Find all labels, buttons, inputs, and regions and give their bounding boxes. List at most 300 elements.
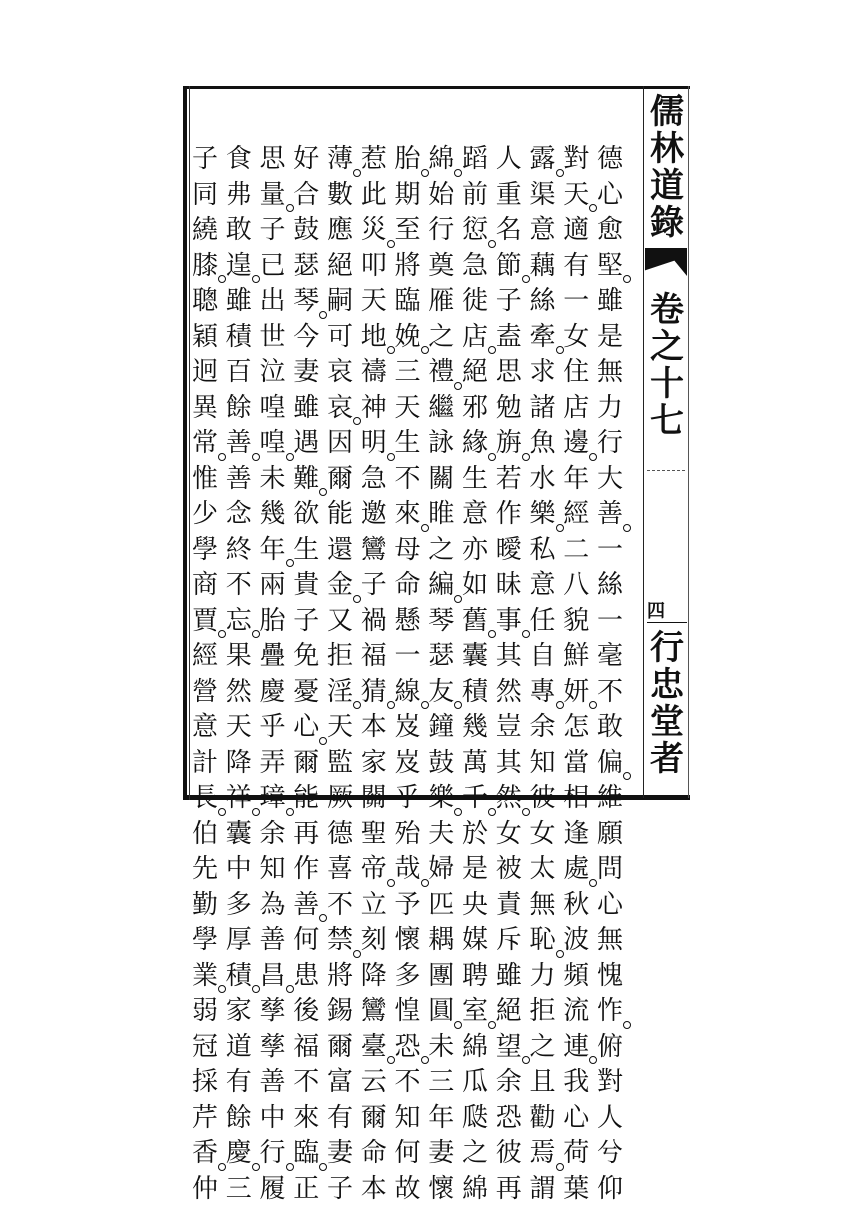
- character: 先: [188, 852, 222, 888]
- character: 鐘: [424, 710, 458, 746]
- character: 錫: [323, 994, 357, 1030]
- publisher-label: 行 忠 堂 者: [647, 628, 687, 776]
- text-column: [391, 142, 425, 792]
- character: 天: [323, 710, 357, 746]
- character: 焉: [526, 1136, 560, 1172]
- character: 一: [559, 284, 593, 320]
- character: 之: [458, 1136, 492, 1172]
- character: 厥: [323, 781, 357, 817]
- character: 專: [526, 675, 560, 711]
- character: 其: [492, 746, 526, 782]
- character: 伯: [188, 817, 222, 853]
- character: 臺: [357, 1030, 391, 1066]
- character: 奠: [424, 249, 458, 285]
- character: 一: [593, 604, 627, 640]
- character: 力: [593, 391, 627, 427]
- character: 降: [222, 746, 256, 782]
- character: 一: [593, 533, 627, 569]
- character: 仰: [593, 1172, 627, 1207]
- character: 應: [323, 213, 357, 249]
- character: 耦: [424, 923, 458, 959]
- character: 今: [289, 320, 323, 356]
- character: 生: [289, 533, 323, 569]
- punctuation-circle: [556, 1163, 564, 1171]
- character: 心: [593, 178, 627, 214]
- character: 拒: [526, 994, 560, 1030]
- punctuation-circle: [488, 808, 496, 816]
- punctuation-circle: [218, 275, 226, 283]
- character: 荷: [559, 1136, 593, 1172]
- character: 金: [323, 568, 357, 604]
- character: 難: [289, 462, 323, 498]
- character: 私: [526, 533, 560, 569]
- punctuation-circle: [454, 1021, 462, 1029]
- character: 期: [391, 178, 425, 214]
- character: 琴: [424, 604, 458, 640]
- character: 富: [323, 1065, 357, 1101]
- character: 善: [222, 462, 256, 498]
- character: 子: [323, 1172, 357, 1207]
- character: 德: [593, 142, 627, 178]
- character: 俯: [593, 1030, 627, 1066]
- margin-dashed-rule: [647, 470, 685, 471]
- character: 適: [559, 213, 593, 249]
- fishtail-mark: [645, 248, 687, 276]
- character: 急: [458, 249, 492, 285]
- character: 昌: [256, 959, 290, 995]
- character: 勤: [188, 888, 222, 924]
- character: 八: [559, 568, 593, 604]
- character: 節: [492, 249, 526, 285]
- punctuation-circle: [556, 950, 564, 958]
- character: 千: [458, 781, 492, 817]
- character: 思: [256, 142, 290, 178]
- character: 毫: [593, 639, 627, 675]
- character: 哀: [323, 391, 357, 427]
- character: 災: [357, 213, 391, 249]
- punctuation-circle: [522, 453, 530, 461]
- character: 若: [492, 462, 526, 498]
- character: 家: [357, 746, 391, 782]
- character: 至: [391, 213, 425, 249]
- character: 故: [391, 1172, 425, 1207]
- book-title: 儒 林 道 錄: [647, 92, 687, 240]
- character: 敢: [222, 213, 256, 249]
- character: 果: [222, 639, 256, 675]
- character: 妻: [424, 1136, 458, 1172]
- character: 德: [323, 817, 357, 853]
- punctuation-circle: [623, 772, 631, 780]
- character: 喤: [256, 391, 290, 427]
- punctuation-circle: [319, 311, 327, 319]
- character: 不: [593, 675, 627, 711]
- character: 母: [391, 533, 425, 569]
- character: 地: [357, 320, 391, 356]
- character: 自: [526, 639, 560, 675]
- character: 好: [289, 142, 323, 178]
- character: 兩: [256, 568, 290, 604]
- character: 願: [593, 817, 627, 853]
- character: 喜: [323, 852, 357, 888]
- character: 娩: [391, 320, 425, 356]
- text-column: [492, 142, 526, 792]
- character: 謂: [526, 1172, 560, 1207]
- character: 友: [424, 675, 458, 711]
- character: 生: [391, 426, 425, 462]
- punctuation-circle: [218, 985, 226, 993]
- character: 絲: [526, 284, 560, 320]
- character: 香: [188, 1136, 222, 1172]
- character: 流: [559, 994, 593, 1030]
- character: 諸: [526, 391, 560, 427]
- character: 有: [222, 1065, 256, 1101]
- character: 商: [188, 568, 222, 604]
- character: 作: [492, 497, 526, 533]
- character: 猜: [357, 675, 391, 711]
- character: 子: [357, 568, 391, 604]
- character: 薄: [323, 142, 357, 178]
- character: 葉: [559, 1172, 593, 1207]
- character: 我: [559, 1065, 593, 1101]
- character: 異: [188, 391, 222, 427]
- character: 行: [256, 1136, 290, 1172]
- character: 鼓: [424, 746, 458, 782]
- character: 胎: [256, 604, 290, 640]
- character: 聘: [458, 959, 492, 995]
- character: 知: [391, 1101, 425, 1137]
- character: 量: [256, 178, 290, 214]
- character: 繞: [188, 213, 222, 249]
- character: 邀: [357, 497, 391, 533]
- character: 邪: [458, 391, 492, 427]
- character: 然: [492, 675, 526, 711]
- character: 牽: [526, 320, 560, 356]
- character: 後: [289, 994, 323, 1030]
- character: 予: [391, 888, 425, 924]
- character: 知: [526, 746, 560, 782]
- character: 長: [188, 781, 222, 817]
- punctuation-circle: [218, 1163, 226, 1171]
- character: 惶: [391, 994, 425, 1030]
- character: 年: [559, 462, 593, 498]
- character: 關: [424, 462, 458, 498]
- character: 學: [188, 923, 222, 959]
- punctuation-circle: [488, 346, 496, 354]
- character: 再: [289, 817, 323, 853]
- character: 餘: [222, 1101, 256, 1137]
- character: 如: [458, 568, 492, 604]
- punctuation-circle: [556, 701, 564, 709]
- character: 詠: [424, 426, 458, 462]
- punctuation-circle: [556, 346, 564, 354]
- character: 逢: [559, 817, 593, 853]
- punctuation-circle: [286, 559, 294, 567]
- punctuation-circle: [353, 950, 361, 958]
- character: 中: [222, 852, 256, 888]
- character: 少: [188, 497, 222, 533]
- character: 為: [256, 888, 290, 924]
- character: 店: [458, 320, 492, 356]
- character: 餘: [222, 391, 256, 427]
- character: 中: [256, 1101, 290, 1137]
- text-column: [188, 142, 222, 792]
- punctuation-circle: [589, 879, 597, 887]
- character: 瓜: [458, 1065, 492, 1101]
- character: 曖: [492, 533, 526, 569]
- character: 團: [424, 959, 458, 995]
- character: 幾: [256, 497, 290, 533]
- character: 魚: [526, 426, 560, 462]
- character: 鼓: [289, 213, 323, 249]
- character: 相: [559, 781, 593, 817]
- punctuation-circle: [488, 630, 496, 638]
- character: 不: [289, 1065, 323, 1101]
- character: 維: [593, 781, 627, 817]
- character: 豈: [492, 710, 526, 746]
- punctuation-circle: [387, 1056, 395, 1064]
- character: 賈: [188, 604, 222, 640]
- character: 出: [256, 284, 290, 320]
- punctuation-circle: [286, 1163, 294, 1171]
- punctuation-circle: [522, 808, 530, 816]
- character: 昧: [492, 568, 526, 604]
- character: 秋: [559, 888, 593, 924]
- character: 緣: [458, 426, 492, 462]
- character: 經: [559, 497, 593, 533]
- character: 拒: [323, 639, 357, 675]
- punctuation-circle: [319, 737, 327, 745]
- character: 璋: [256, 781, 290, 817]
- character: 將: [323, 959, 357, 995]
- character: 還: [323, 533, 357, 569]
- punctuation-circle: [218, 630, 226, 638]
- punctuation-circle: [252, 453, 260, 461]
- character: 懸: [391, 604, 425, 640]
- page-frame-left: [183, 86, 187, 800]
- character: 命: [357, 1136, 391, 1172]
- punctuation-circle: [252, 1163, 260, 1171]
- punctuation-circle: [454, 595, 462, 603]
- punctuation-circle: [623, 275, 631, 283]
- character: 余: [526, 710, 560, 746]
- character: 穎: [188, 320, 222, 356]
- character: 採: [188, 1065, 222, 1101]
- character: 刻: [357, 923, 391, 959]
- character: 水: [526, 462, 560, 498]
- character: 兮: [593, 1136, 627, 1172]
- character: 天: [559, 178, 593, 214]
- character: 食: [222, 142, 256, 178]
- character: 來: [391, 497, 425, 533]
- character: 經: [188, 639, 222, 675]
- character: 名: [492, 213, 526, 249]
- character: 喤: [256, 426, 290, 462]
- character: 孳: [256, 994, 290, 1030]
- character: 有: [323, 1101, 357, 1137]
- character: 善: [289, 888, 323, 924]
- character: 線: [391, 675, 425, 711]
- character: 弄: [256, 746, 290, 782]
- punctuation-circle: [286, 453, 294, 461]
- character: 營: [188, 675, 222, 711]
- punctuation-circle: [353, 701, 361, 709]
- character: 懷: [424, 1172, 458, 1207]
- character: 數: [323, 178, 357, 214]
- character: 是: [458, 852, 492, 888]
- character: 已: [256, 249, 290, 285]
- page-frame-right: [688, 86, 689, 798]
- character: 囊: [458, 639, 492, 675]
- character: 不: [323, 888, 357, 924]
- character: 盍: [492, 320, 526, 356]
- character: 臨: [289, 1136, 323, 1172]
- character: 行: [593, 426, 627, 462]
- character: 無: [593, 355, 627, 391]
- character: 頻: [559, 959, 593, 995]
- character: 當: [559, 746, 593, 782]
- character: 命: [391, 568, 425, 604]
- character: 絕: [492, 994, 526, 1030]
- punctuation-circle: [252, 985, 260, 993]
- character: 祥: [222, 781, 256, 817]
- character: 樂: [424, 781, 458, 817]
- character: 萬: [458, 746, 492, 782]
- text-column: [593, 142, 627, 792]
- character: 岌: [391, 710, 425, 746]
- character: 遑: [222, 249, 256, 285]
- character: 不: [222, 568, 256, 604]
- margin-divider: [643, 86, 644, 798]
- character: 大: [593, 462, 627, 498]
- character: 爾: [323, 462, 357, 498]
- character: 懷: [391, 923, 425, 959]
- character: 樂: [526, 497, 560, 533]
- character: 於: [458, 817, 492, 853]
- punctuation-circle: [488, 453, 496, 461]
- character: 貴: [289, 568, 323, 604]
- character: 積: [222, 320, 256, 356]
- text-column: [559, 142, 593, 792]
- character: 禁: [323, 923, 357, 959]
- character: 世: [256, 320, 290, 356]
- character: 膝: [188, 249, 222, 285]
- punctuation-circle: [623, 1021, 631, 1029]
- character: 能: [289, 781, 323, 817]
- character: 二: [559, 533, 593, 569]
- character: 福: [289, 1030, 323, 1066]
- character: 貌: [559, 604, 593, 640]
- character: 監: [323, 746, 357, 782]
- character: 斥: [492, 923, 526, 959]
- character: 孳: [256, 1030, 290, 1066]
- character: 女: [492, 817, 526, 853]
- character: 鸞: [357, 994, 391, 1030]
- character: 徙: [458, 284, 492, 320]
- character: 望: [492, 1030, 526, 1066]
- character: 積: [458, 675, 492, 711]
- character: 然: [492, 781, 526, 817]
- character: 雁: [424, 284, 458, 320]
- character: 三: [222, 1172, 256, 1207]
- character: 不: [391, 1065, 425, 1101]
- character: 作: [289, 852, 323, 888]
- character: 旃: [492, 426, 526, 462]
- punctuation-circle: [454, 808, 462, 816]
- punctuation-circle: [421, 1056, 429, 1064]
- character: 合: [289, 178, 323, 214]
- text-column: [289, 142, 323, 792]
- punctuation-circle: [454, 169, 462, 177]
- punctuation-circle: [353, 169, 361, 177]
- character: 責: [492, 888, 526, 924]
- character: 聰: [188, 284, 222, 320]
- character: 睢: [424, 497, 458, 533]
- character: 連: [559, 1030, 593, 1066]
- character: 妻: [323, 1136, 357, 1172]
- character: 雖: [593, 284, 627, 320]
- character: 心: [289, 710, 323, 746]
- character: 敢: [593, 710, 627, 746]
- character: 綿: [458, 1030, 492, 1066]
- character: 未: [424, 1030, 458, 1066]
- character: 急: [357, 462, 391, 498]
- character: 百: [222, 355, 256, 391]
- character: 妻: [289, 355, 323, 391]
- character: 爾: [289, 746, 323, 782]
- volume-label: 卷 之 十 七: [647, 290, 687, 438]
- character: 意: [188, 710, 222, 746]
- character: 此: [357, 178, 391, 214]
- character: 計: [188, 746, 222, 782]
- character: 被: [492, 852, 526, 888]
- page-frame-top: [183, 86, 690, 89]
- character: 嗣: [323, 284, 357, 320]
- character: 芹: [188, 1101, 222, 1137]
- character: 弱: [188, 994, 222, 1030]
- character: 之: [526, 1030, 560, 1066]
- character: 爾: [357, 1101, 391, 1137]
- character: 綿: [458, 1172, 492, 1207]
- character: 可: [323, 320, 357, 356]
- character: 因: [323, 426, 357, 462]
- character: 是: [593, 320, 627, 356]
- punctuation-circle: [556, 169, 564, 177]
- character: 聖: [357, 817, 391, 853]
- character: 疊: [256, 639, 290, 675]
- character: 惹: [357, 142, 391, 178]
- character: 鸞: [357, 533, 391, 569]
- punctuation-circle: [218, 453, 226, 461]
- character: 勉: [492, 391, 526, 427]
- character: 淫: [323, 675, 357, 711]
- text-column: [526, 142, 560, 792]
- punctuation-circle: [353, 595, 361, 603]
- character: 殆: [391, 817, 425, 853]
- character: 圓: [424, 994, 458, 1030]
- character: 明: [357, 426, 391, 462]
- character: 乎: [391, 781, 425, 817]
- punctuation-circle: [387, 701, 395, 709]
- character: 有: [559, 249, 593, 285]
- character: 意: [526, 568, 560, 604]
- character: 禮: [424, 355, 458, 391]
- character: 央: [458, 888, 492, 924]
- character: 力: [526, 959, 560, 995]
- character: 鮮: [559, 639, 593, 675]
- character: 關: [357, 781, 391, 817]
- character: 立: [357, 888, 391, 924]
- character: 憂: [289, 675, 323, 711]
